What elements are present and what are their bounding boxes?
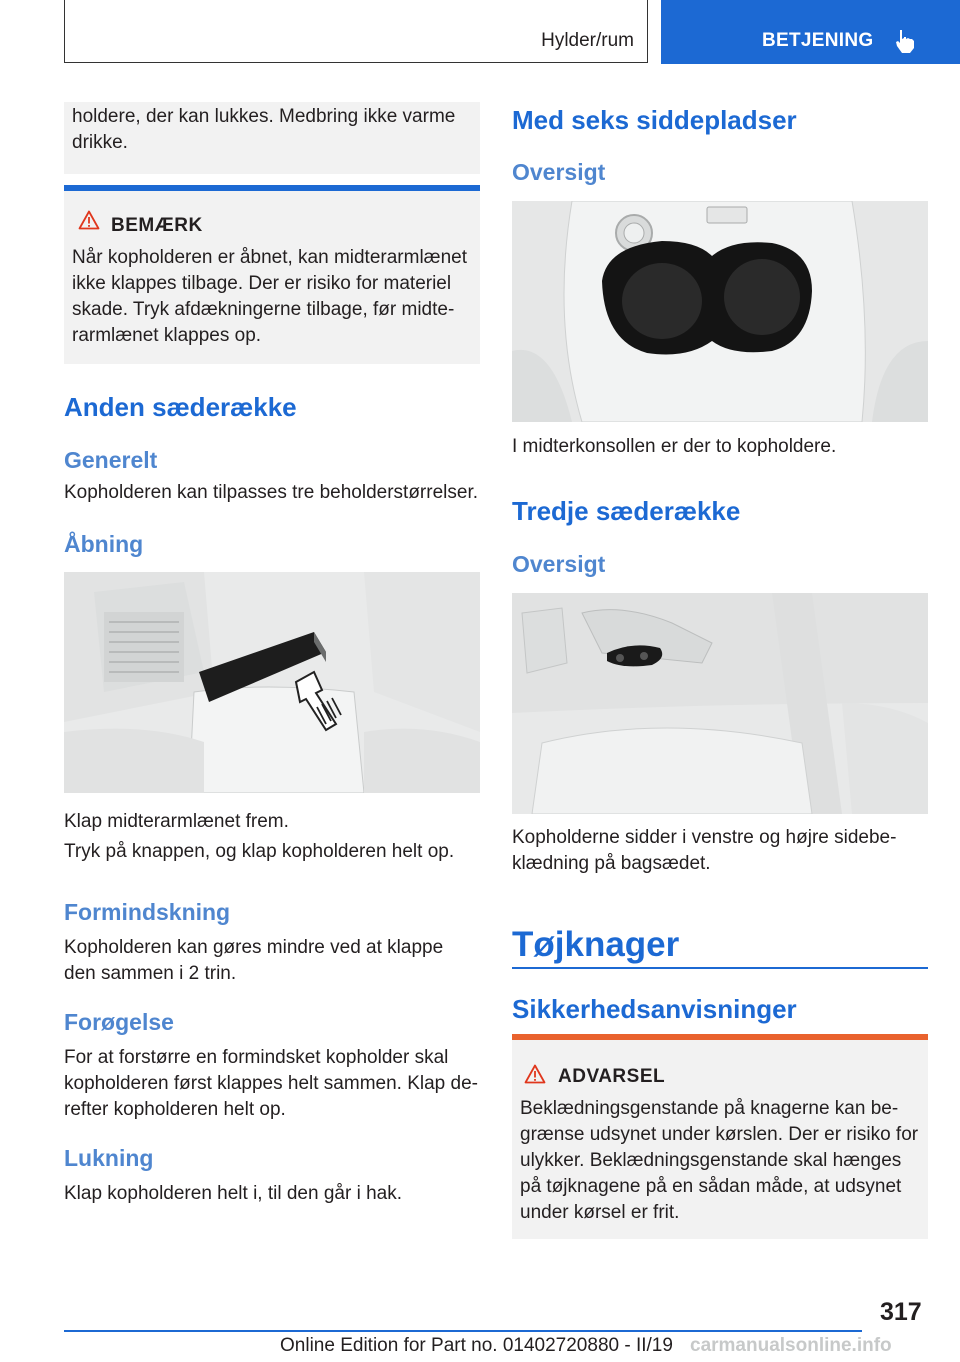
heading-oversigt-1: Oversigt (512, 159, 606, 185)
warning-triangle-icon (524, 1064, 546, 1084)
footer-watermark: carmanualsonline.info (690, 1335, 892, 1356)
caption-side-panel-2: klædning på bagsædet. (512, 853, 711, 874)
note-line-1: Når kopholderen er åbnet, kan midterarmlænet (72, 247, 467, 268)
hand-icon (893, 28, 917, 54)
text-klap: Klap midterarmlænet frem. (64, 811, 289, 832)
center-console-cupholder-illustration (512, 201, 928, 422)
caption-side-panel-1: Kopholderne sidder i venstre og højre sidebe- (512, 827, 897, 848)
warning-line-2: grænse udsynet under kørslen. Der er risiko for (520, 1124, 919, 1145)
footer-edition (280, 1335, 673, 1357)
text-generelt: Kopholderen kan tilpasses tre beholderstørrelser. (64, 482, 479, 503)
warning-triangle-icon (78, 210, 100, 230)
heading-sikkerhedsanvisninger: Sikkerhedsanvisninger (512, 994, 797, 1024)
text-lukning: Klap kopholderen helt i, til den går i hak. (64, 1183, 402, 1204)
heading-lukning: Lukning (64, 1145, 154, 1171)
heading-rule (512, 967, 928, 969)
footer-rule (64, 1330, 862, 1332)
warning-line-1: Beklædningsgenstande på knagerne kan be- (520, 1098, 899, 1119)
header-section-title: Hylder/rum (541, 30, 634, 51)
header-chapter-label: BETJENING (762, 30, 874, 51)
continued-text-line-2: drikke. (72, 132, 128, 153)
note-line-3: skade. Tryk afdækningerne tilbage, før midte- (72, 299, 455, 320)
warning-line-5: under kørsel er frit. (520, 1202, 680, 1223)
heading-oversigt-2: Oversigt (512, 551, 606, 577)
heading-tojknager: Tøjknager (512, 925, 680, 964)
armrest-illustration (64, 572, 480, 793)
continued-text-line-1: holdere, der kan lukkes. Medbring ikke varme (72, 106, 456, 127)
heading-tredje-saederaekke: Tredje sæderække (512, 496, 741, 526)
heading-generelt: Generelt (64, 447, 158, 473)
text-formindskning-2: den sammen i 2 trin. (64, 963, 237, 984)
caption-center-console: I midterkonsollen er der to kopholdere. (512, 436, 837, 457)
heading-formindskning: Formindskning (64, 899, 231, 925)
warning-title: ADVARSEL (558, 1066, 666, 1087)
warning-line-3: ulykker. Beklædningsgenstande skal hænges (520, 1150, 902, 1171)
text-forogelse-3: refter kopholderen helt op. (64, 1099, 286, 1120)
text-tryk: Tryk på knappen, og klap kopholderen helt op. (64, 841, 455, 862)
heading-anden-saederaekke: Anden sæderække (64, 392, 297, 422)
side-panel-cupholder-illustration (512, 593, 928, 814)
header-chapter-tab (661, 0, 960, 64)
heading-forogelse: Forøgelse (64, 1009, 174, 1035)
heading-aabning: Åbning (64, 531, 144, 557)
text-forogelse-1: For at forstørre en formindsket kopholder skal (64, 1047, 449, 1068)
note-line-2: ikke klappes tilbage. Der er risiko for materiel (72, 273, 452, 294)
note-title: BEMÆRK (111, 215, 203, 236)
heading-seks-siddepladser: Med seks siddepladser (512, 105, 797, 135)
footer-edition-text: Online Edition for Part no. 01402720880 - II/19 (280, 1335, 673, 1356)
page-number: 317 (880, 1298, 922, 1326)
note-line-4: rarmlænet klappes op. (72, 325, 262, 346)
text-formindskning-1: Kopholderen kan gøres mindre ved at klappe (64, 937, 444, 958)
text-forogelse-2: kopholderen først klappes helt sammen. Klap de- (64, 1073, 478, 1094)
warning-line-4: på tøjknagene på en sådan måde, at udsynet (520, 1176, 902, 1197)
